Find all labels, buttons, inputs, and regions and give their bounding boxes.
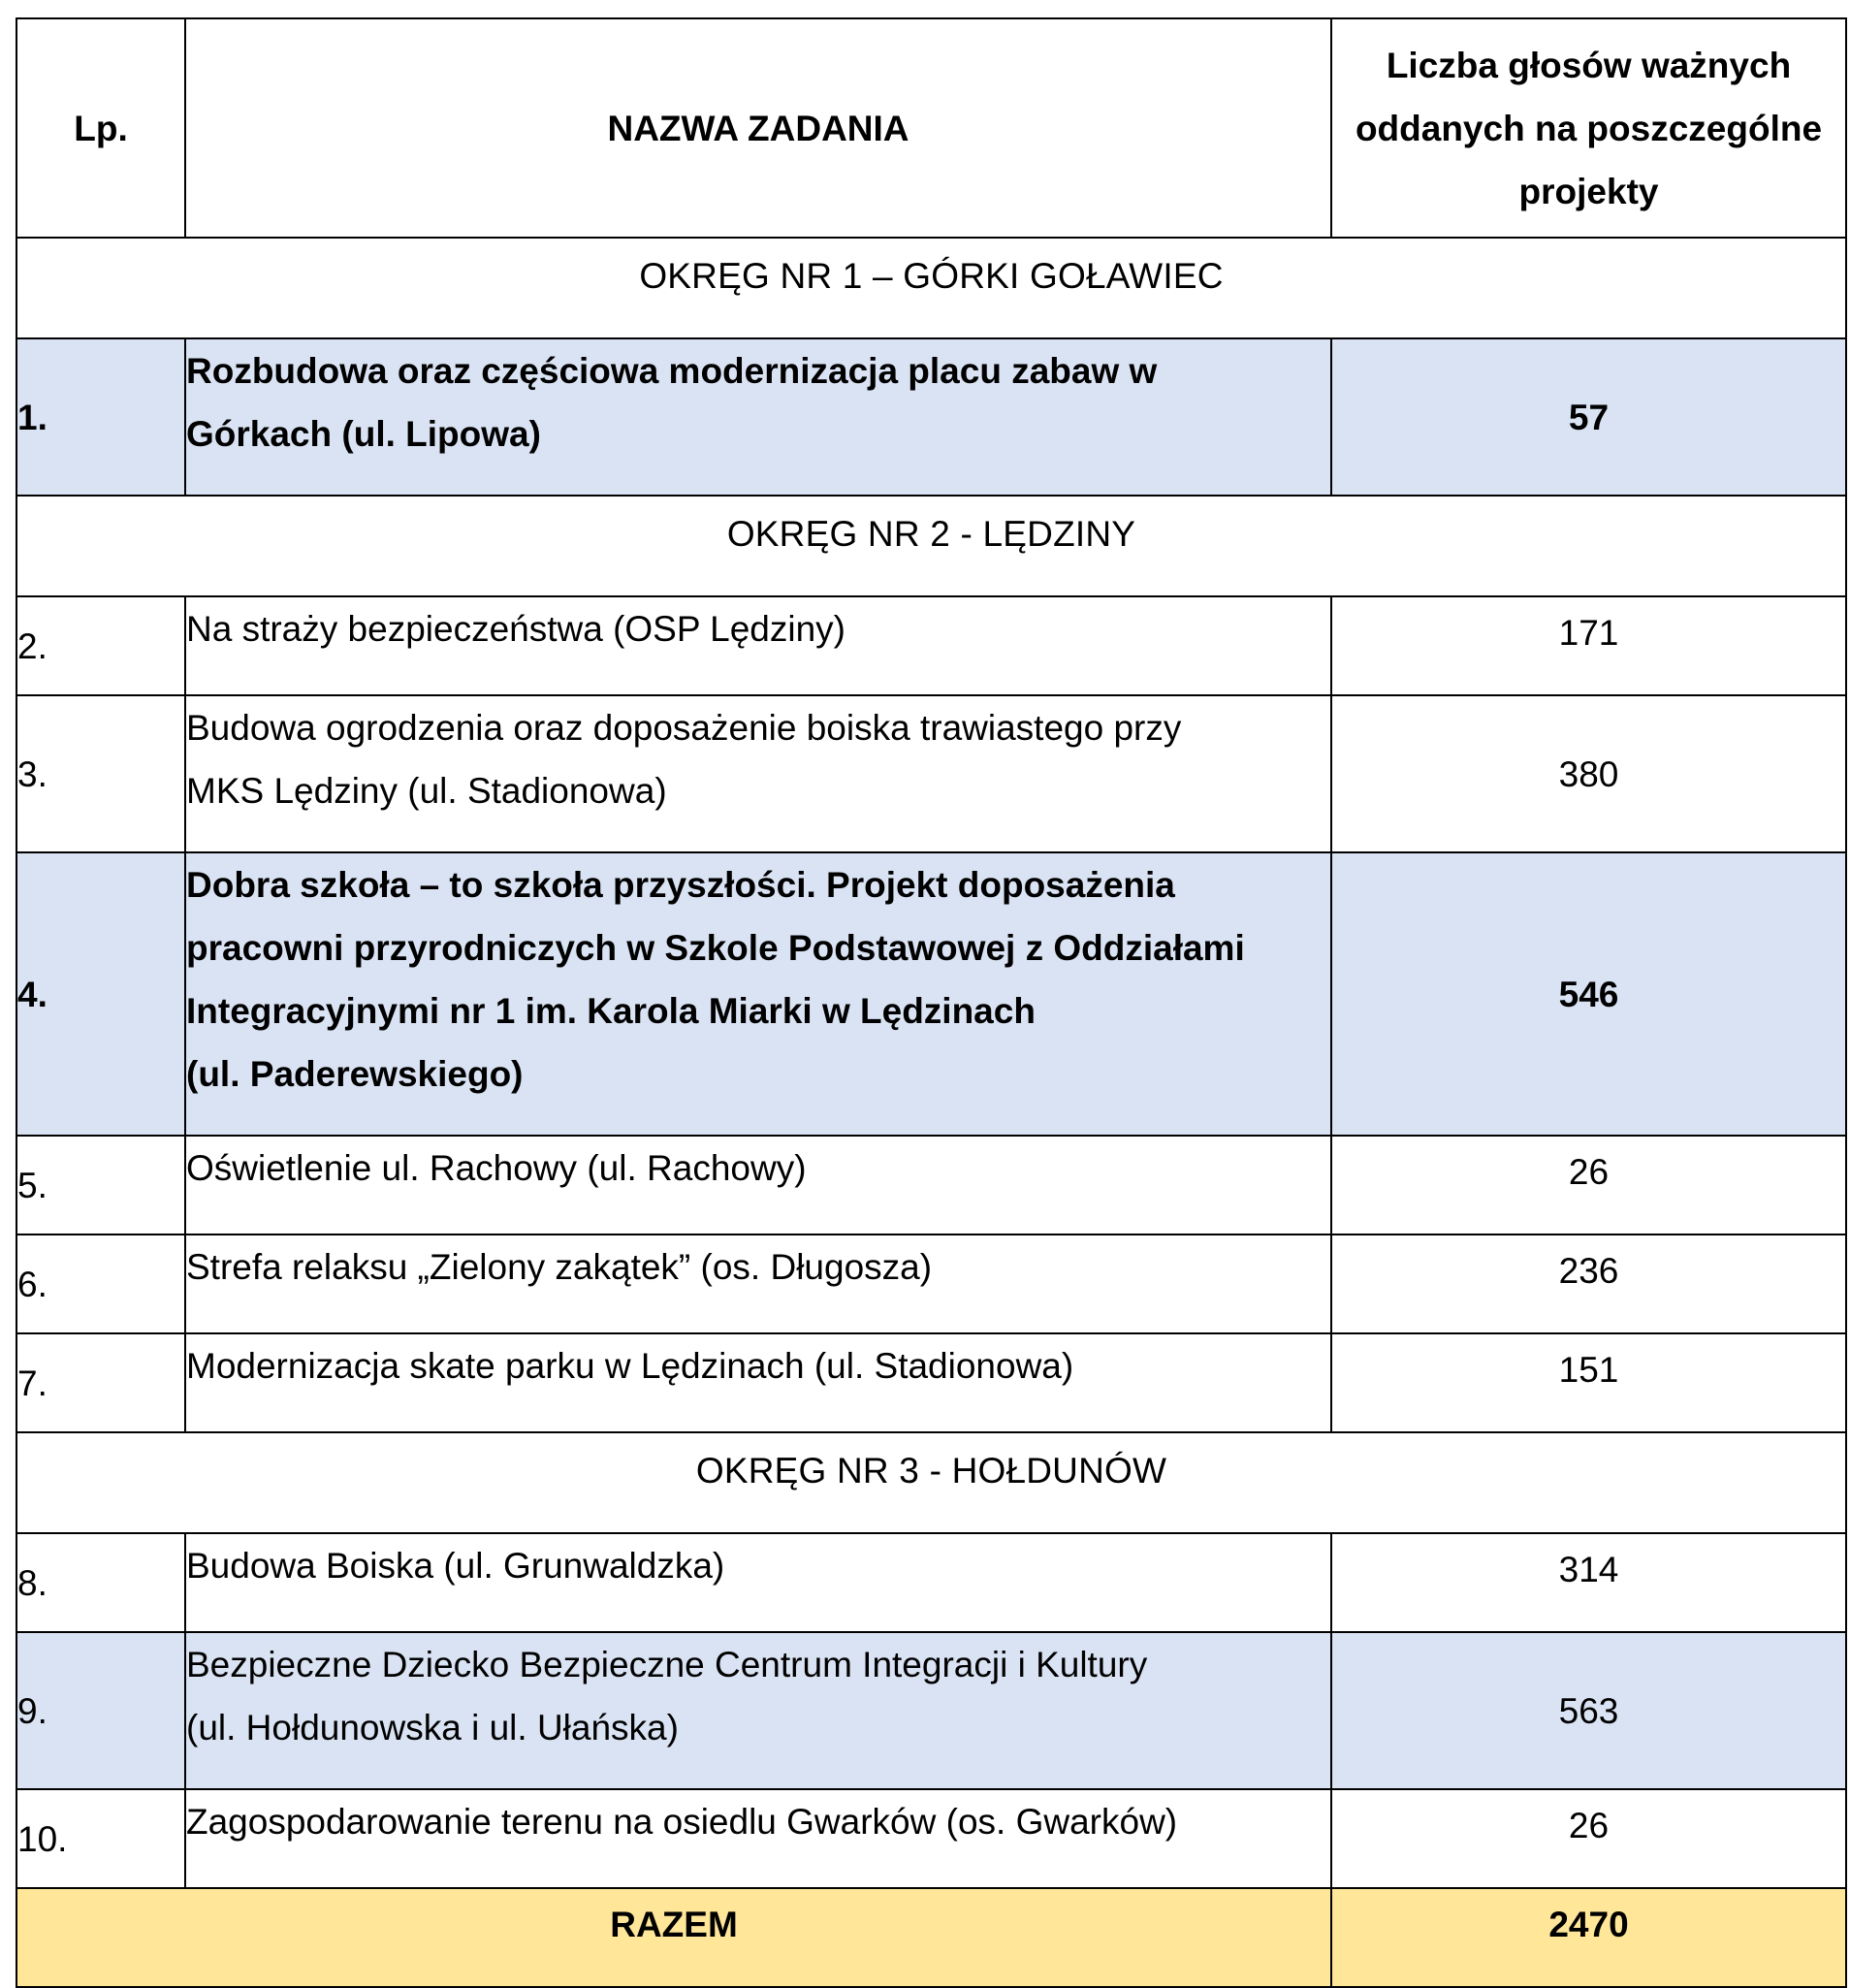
table-row <box>16 1789 1846 1888</box>
row-name <box>185 1789 1331 1888</box>
row-lp: 8. <box>16 1533 185 1632</box>
row-name <box>185 1533 1331 1632</box>
row-name <box>185 852 1331 1136</box>
row-lp: 1. <box>16 338 185 496</box>
row-votes: 546 <box>1331 852 1846 1136</box>
row-name-line: pracowni przyrodniczych w Szkole Podstawowej z Oddziałami <box>186 928 1245 968</box>
row-name-line: Górkach (ul. Lipowa) <box>186 414 541 454</box>
row-lp: 2. <box>16 596 185 695</box>
row-name-line: (ul. Hołdunowska i ul. Ułańska) <box>186 1708 679 1748</box>
row-votes: 171 <box>1331 596 1846 695</box>
header-votes <box>1331 18 1846 238</box>
table-row <box>16 338 1846 496</box>
district-row <box>16 1432 1846 1533</box>
row-name <box>185 596 1331 695</box>
table-row <box>16 1632 1846 1789</box>
district-row <box>16 496 1846 596</box>
table-row <box>16 1333 1846 1432</box>
row-lp: 4. <box>16 852 185 1136</box>
row-name-line: MKS Lędziny (ul. Stadionowa) <box>186 771 667 811</box>
row-name-line: Dobra szkoła – to szkoła przyszłości. Projekt doposażenia <box>186 865 1175 905</box>
row-lp: 5. <box>16 1136 185 1234</box>
row-votes: 563 <box>1331 1632 1846 1789</box>
row-votes: 314 <box>1331 1533 1846 1632</box>
row-name-line: (ul. Paderewskiego) <box>186 1054 524 1094</box>
header-votes-line: oddanych na poszczególne <box>1355 108 1823 148</box>
header-name: NAZWA ZADANIA <box>185 18 1331 238</box>
row-name-line: Modernizacja skate parku w Lędzinach (ul. Stadionowa) <box>186 1346 1074 1386</box>
row-name-line: Na straży bezpieczeństwa (OSP Lędziny) <box>186 609 846 649</box>
row-name <box>185 338 1331 496</box>
row-votes: 26 <box>1331 1136 1846 1234</box>
row-lp: 7. <box>16 1333 185 1432</box>
header-votes-line: Liczba głosów ważnych <box>1386 45 1792 85</box>
table-row <box>16 596 1846 695</box>
table-row <box>16 1136 1846 1234</box>
row-votes: 151 <box>1331 1333 1846 1432</box>
row-name <box>185 1234 1331 1333</box>
row-name-line: Integracyjnymi nr 1 im. Karola Miarki w Lędzinach <box>186 991 1036 1031</box>
row-votes: 380 <box>1331 695 1846 852</box>
row-name-line: Strefa relaksu „Zielony zakątek” (os. Długosza) <box>186 1247 933 1287</box>
row-name <box>185 1333 1331 1432</box>
table-row <box>16 1234 1846 1333</box>
header-row <box>16 18 1846 238</box>
row-name-line: Rozbudowa oraz częściowa modernizacja placu zabaw w <box>186 351 1158 391</box>
header-lp: Lp. <box>16 18 185 238</box>
row-votes: 57 <box>1331 338 1846 496</box>
row-lp: 3. <box>16 695 185 852</box>
total-label: RAZEM <box>16 1888 1331 1987</box>
row-lp: 9. <box>16 1632 185 1789</box>
total-votes: 2470 <box>1331 1888 1846 1987</box>
total-row <box>16 1888 1846 1987</box>
votes-table <box>16 17 1847 1988</box>
row-votes: 26 <box>1331 1789 1846 1888</box>
district-title: OKRĘG NR 2 - LĘDZINY <box>16 496 1846 596</box>
district-title: OKRĘG NR 1 – GÓRKI GOŁAWIEC <box>16 238 1846 338</box>
row-name-line: Bezpieczne Dziecko Bezpieczne Centrum Integracji i Kultury <box>186 1645 1148 1684</box>
table-row <box>16 852 1846 1136</box>
district-row <box>16 238 1846 338</box>
row-name-line: Budowa ogrodzenia oraz doposażenie boiska trawiastego przy <box>186 708 1182 748</box>
row-name-line: Oświetlenie ul. Rachowy (ul. Rachowy) <box>186 1148 807 1188</box>
row-name-line: Budowa Boiska (ul. Grunwaldzka) <box>186 1546 725 1586</box>
row-name-line: Zagospodarowanie terenu na osiedlu Gwarków (os. Gwarków) <box>186 1802 1178 1842</box>
table-row <box>16 1533 1846 1632</box>
row-name <box>185 1136 1331 1234</box>
header-votes-line: projekty <box>1518 171 1659 211</box>
row-votes: 236 <box>1331 1234 1846 1333</box>
row-name <box>185 1632 1331 1789</box>
row-lp: 10. <box>16 1789 185 1888</box>
district-title: OKRĘG NR 3 - HOŁDUNÓW <box>16 1432 1846 1533</box>
row-lp: 6. <box>16 1234 185 1333</box>
table-row <box>16 695 1846 852</box>
row-name <box>185 695 1331 852</box>
